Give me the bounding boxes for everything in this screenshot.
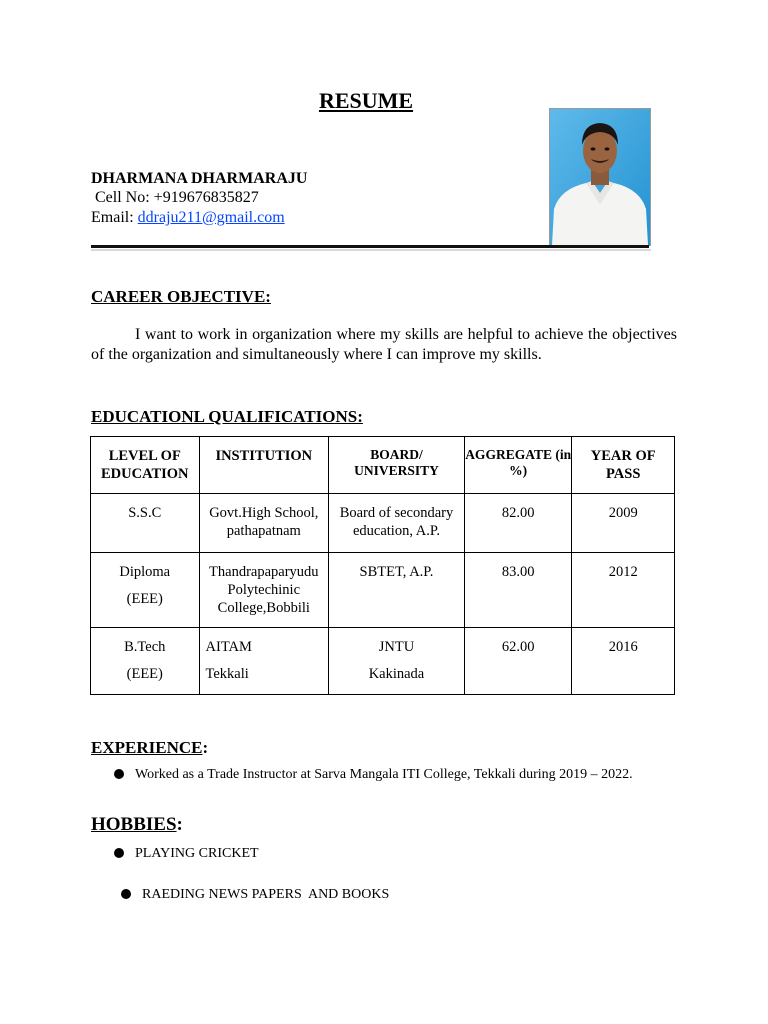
header-board: BOARD/ UNIVERSITY xyxy=(329,437,465,494)
header-divider xyxy=(91,245,649,248)
person-photo-icon xyxy=(550,109,650,245)
header-year: YEAR OF PASS xyxy=(572,437,675,494)
cell-level: Diploma (EEE) xyxy=(91,553,200,628)
cell-year: 2009 xyxy=(572,494,675,553)
candidate-name: DHARMANA DHARMARAJU xyxy=(91,170,308,187)
experience-heading: EXPERIENCE: xyxy=(91,738,209,757)
career-objective-heading: CAREER OBJECTIVE: xyxy=(91,287,271,306)
header-aggregate: AGGREGATE (in %) xyxy=(464,437,572,494)
cell-aggregate: 83.00 xyxy=(464,553,572,628)
education-table xyxy=(90,436,675,695)
cell-institution: Thandrapaparyudu Polytechinic College,Bobbili xyxy=(199,553,329,628)
header-level: LEVEL OF EDUCATION xyxy=(91,437,200,494)
cell-board: Board of secondary education, A.P. xyxy=(329,494,465,553)
cell-board: JNTU Kakinada xyxy=(329,628,465,695)
bullet-icon xyxy=(121,889,131,899)
list-item: RAEDING NEWS PAPERS AND BOOKS xyxy=(114,871,389,903)
cell-aggregate: 82.00 xyxy=(464,494,572,553)
cell-aggregate: 62.00 xyxy=(464,628,572,695)
cell-board: SBTET, A.P. xyxy=(329,553,465,628)
table-row xyxy=(91,553,675,628)
email-label: Email: xyxy=(91,209,138,226)
bullet-icon xyxy=(114,848,124,858)
cell-number: Cell No: +919676835827 xyxy=(91,189,259,206)
profile-photo xyxy=(549,108,651,246)
list-item: PLAYING CRICKET xyxy=(114,846,259,862)
cell-year: 2012 xyxy=(572,553,675,628)
education-heading: EDUCATIONL QUALIFICATIONS: xyxy=(91,407,363,426)
header-institution: INSTITUTION xyxy=(199,437,329,494)
cell-level: S.S.C xyxy=(91,494,200,553)
bullet-icon xyxy=(114,769,124,779)
cell-year: 2016 xyxy=(572,628,675,695)
table-row xyxy=(91,628,675,695)
table-row xyxy=(91,494,675,553)
career-objective-text: I want to work in organization where my skills are helpful to achieve the objectives of the organization and simultaneously where I can improve my skills. xyxy=(91,326,677,363)
cell-level: B.Tech (EEE) xyxy=(91,628,200,695)
cell-institution: Govt.High School, pathapatnam xyxy=(199,494,329,553)
education-table-header-row xyxy=(91,437,675,494)
cell-institution: AITAM Tekkali xyxy=(199,628,329,695)
header-divider-shadow xyxy=(91,249,651,251)
hobbies-heading: HOBBIES: xyxy=(91,814,183,835)
list-item: Worked as a Trade Instructor at Sarva Mangala ITI College, Tekkali during 2019 – 2022. xyxy=(114,767,633,783)
email-link[interactable]: ddraju211@gmail.com xyxy=(137,209,285,226)
resume-title: RESUME xyxy=(318,88,414,113)
email-row xyxy=(91,209,285,227)
